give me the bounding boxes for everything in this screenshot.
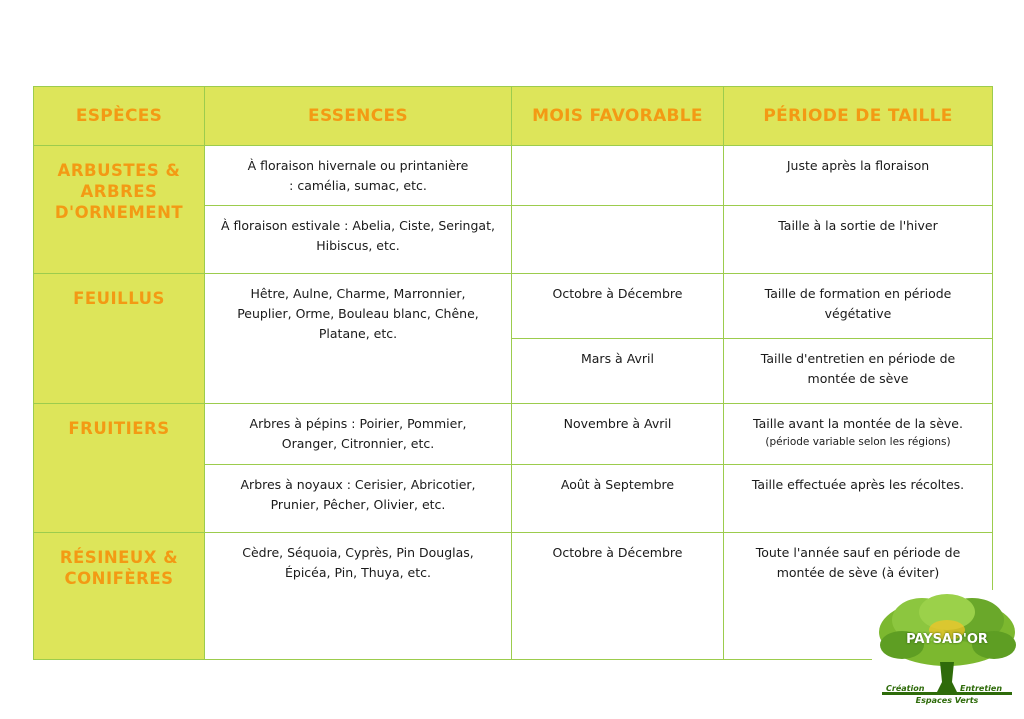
header-mois (511, 86, 724, 146)
mois-arbustes-2 (511, 205, 724, 274)
periode-feuillus-1-text: Taille de formation en période végétative (764, 286, 952, 321)
species-fruitiers (33, 403, 205, 533)
mois-fruitiers-2 (511, 464, 724, 533)
periode-fruitiers-2-text: Taille effectuée après les récoltes. (751, 477, 965, 492)
logo-tagline-espaces: Espaces Verts (915, 696, 979, 705)
species-arbustes-text: ARBUSTES & ARBRES D'ORNEMENT (54, 161, 184, 222)
periode-arbustes-2 (723, 205, 993, 274)
essence-arbustes-1-text: À floraison hivernale ou printanière : camélia, sumac, etc. (247, 158, 469, 193)
header-essences (204, 86, 512, 146)
mois-fruitiers-1 (511, 403, 724, 465)
periode-arbustes-2-text: Taille à la sortie de l'hiver (778, 218, 938, 233)
essence-arbustes-1 (204, 145, 512, 206)
periode-fruitiers-1-note: (période variable selon les régions) (765, 436, 951, 448)
header-periode (723, 86, 993, 146)
periode-feuillus-2-text: Taille d'entretien en période de montée de sève (760, 351, 956, 386)
periode-fruitiers-2 (723, 464, 993, 533)
essence-fruitiers-1 (204, 403, 512, 465)
mois-feuillus-1-text: Octobre à Décembre (552, 286, 683, 301)
essence-fruitiers-1-text: Arbres à pépins : Poirier, Pommier, Oranger, Citronnier, etc. (249, 416, 467, 451)
periode-fruitiers-1 (723, 403, 993, 465)
periode-feuillus-1 (723, 273, 993, 339)
mois-fruitiers-1-text: Novembre à Avril (563, 416, 672, 431)
essence-feuillus (204, 273, 512, 404)
essence-arbustes-2-text: À floraison estivale : Abelia, Ciste, Seringat, Hibiscus, etc. (221, 218, 495, 253)
periode-arbustes-1 (723, 145, 993, 206)
essence-feuillus-text: Hêtre, Aulne, Charme, Marronnier, Peuplier, Orme, Bouleau blanc, Chêne, Platane, etc. (237, 286, 479, 341)
periode-feuillus-2 (723, 338, 993, 404)
mois-arbustes-1 (511, 145, 724, 206)
mois-feuillus-2 (511, 338, 724, 404)
mois-fruitiers-2-text: Août à Septembre (560, 477, 675, 492)
mois-feuillus-1 (511, 273, 724, 339)
periode-arbustes-1-text: Juste après la floraison (786, 158, 930, 173)
periode-fruitiers-1-text: Taille avant la montée de la sève. (753, 416, 963, 431)
logo-tagline-entretien: Entretien (960, 684, 1003, 693)
essence-fruitiers-2-text: Arbres à noyaux : Cerisier, Abricotier, Prunier, Pêcher, Olivier, etc. (240, 477, 476, 512)
mois-resineux-text: Octobre à Décembre (552, 545, 683, 560)
species-resineux-text: RÉSINEUX & CONIFÈRES (59, 548, 179, 588)
logo-tagline-creation: Création (886, 684, 925, 693)
essence-resineux (204, 532, 512, 660)
species-fruitiers-text: FRUITIERS (68, 419, 170, 438)
species-arbustes (33, 145, 205, 274)
species-feuillus-text: FEUILLUS (73, 289, 165, 308)
essence-fruitiers-2 (204, 464, 512, 533)
essence-resineux-text: Cèdre, Séquoia, Cyprès, Pin Douglas, Épicéa, Pin, Thuya, etc. (242, 545, 474, 580)
header-especes-text: ESPÈCES (75, 106, 163, 126)
species-feuillus (33, 273, 205, 404)
periode-resineux-text: Toute l'année sauf en période de montée de sève (à éviter) (755, 545, 961, 580)
header-periode-text: PÉRIODE DE TAILLE (763, 106, 953, 126)
header-especes (33, 86, 205, 146)
header-essences-text: ESSENCES (308, 106, 408, 126)
mois-resineux (511, 532, 724, 660)
essence-arbustes-2 (204, 205, 512, 274)
species-resineux (33, 532, 205, 660)
header-mois-text: MOIS FAVORABLE (532, 106, 703, 126)
logo-name: PAYSAD'OR (906, 632, 988, 647)
paysador-logo (872, 590, 1022, 715)
mois-feuillus-2-text: Mars à Avril (580, 351, 654, 366)
